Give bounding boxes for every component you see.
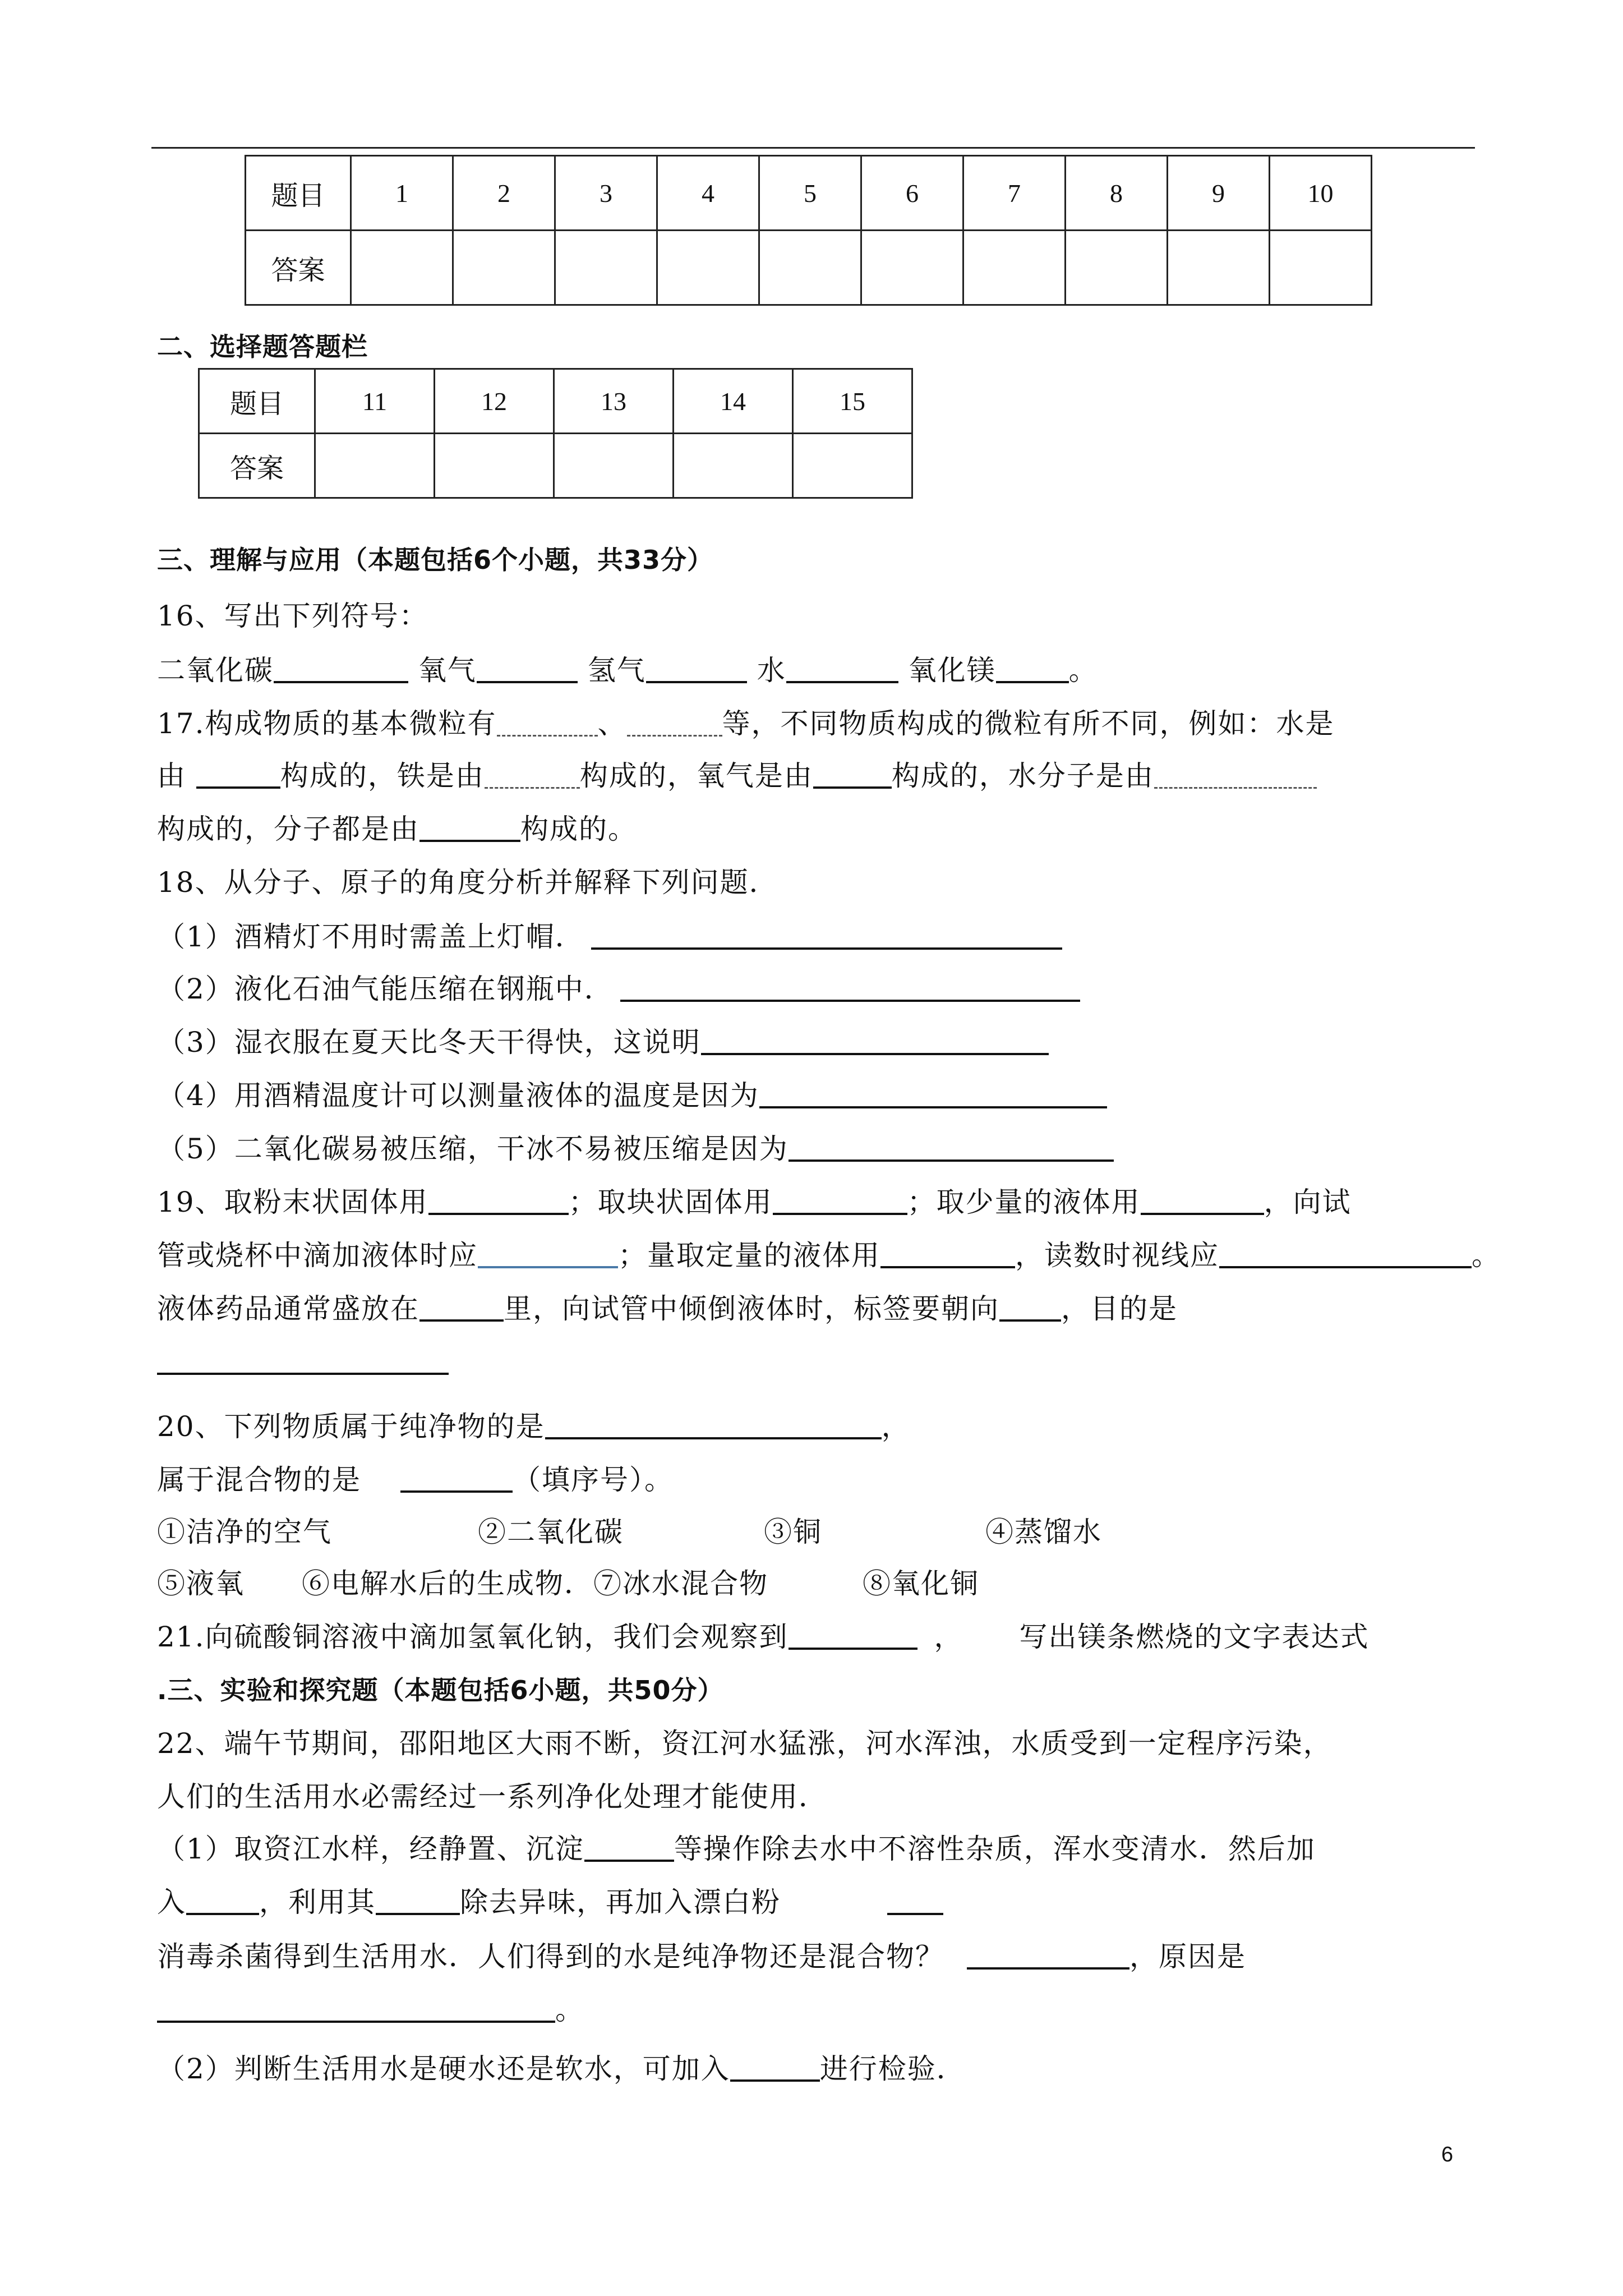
row-label-answer: 答案 bbox=[199, 434, 315, 498]
answer-blank[interactable] bbox=[1154, 762, 1317, 789]
answer-blank[interactable] bbox=[813, 762, 892, 789]
q22-text: 。 bbox=[555, 1994, 584, 2026]
answer-blank[interactable] bbox=[196, 762, 280, 789]
section-heading-3: 三、理解与应用（本题包括6个小题，共33分） bbox=[157, 545, 714, 575]
answer-table-1 bbox=[245, 155, 1372, 306]
answer-cell[interactable] bbox=[861, 231, 963, 305]
q16-item: 氧化镁 bbox=[908, 654, 996, 687]
answer-blank[interactable] bbox=[887, 1888, 943, 1915]
header-rule bbox=[151, 147, 1475, 149]
option-item: ⑧氧化铜 bbox=[863, 1567, 979, 1600]
answer-blank[interactable] bbox=[497, 710, 598, 737]
answer-table-2 bbox=[198, 368, 913, 499]
q16-stem: 16、写出下列符号： bbox=[157, 600, 428, 632]
question-number: 6 bbox=[861, 156, 963, 231]
question-number: 1 bbox=[351, 156, 453, 231]
answer-blank[interactable] bbox=[967, 1943, 1129, 1970]
answer-blank[interactable] bbox=[646, 656, 747, 683]
answer-blank[interactable] bbox=[400, 1466, 513, 1493]
q17-text: 构成的，铁是由 bbox=[280, 760, 485, 792]
q20-text: 20、下列物质属于纯净物的是 bbox=[157, 1410, 545, 1443]
answer-cell[interactable] bbox=[554, 434, 674, 498]
q16-item: 氧气 bbox=[418, 654, 477, 687]
q22-text: ，原因是 bbox=[1129, 1940, 1246, 1973]
q16-item: 二氧化碳 bbox=[157, 654, 274, 687]
q20-options-row-1 bbox=[157, 1513, 1464, 1550]
answer-blank[interactable] bbox=[996, 656, 1069, 683]
q19-text: ；取少量的液体用 bbox=[907, 1186, 1141, 1218]
q21-text: 写出镁条燃烧的文字表达式 bbox=[1019, 1621, 1370, 1653]
answer-cell[interactable] bbox=[1270, 231, 1372, 305]
answer-cell[interactable] bbox=[435, 434, 554, 498]
answer-cell[interactable] bbox=[555, 231, 657, 305]
answer-blank[interactable] bbox=[999, 1295, 1061, 1322]
q17-line-2 bbox=[157, 757, 1464, 794]
question-number: 4 bbox=[657, 156, 759, 231]
q22-text: 除去异味，再加入漂白粉 bbox=[460, 1886, 781, 1918]
q18-item-1 bbox=[157, 918, 1464, 955]
q20-line-1 bbox=[157, 1408, 1464, 1445]
q19-text: ，读数时视线应 bbox=[1015, 1239, 1219, 1272]
answer-blank[interactable] bbox=[419, 1295, 504, 1322]
answer-blank[interactable] bbox=[274, 656, 408, 683]
q20-text: 属于混合物的是 bbox=[157, 1464, 361, 1496]
answer-blank[interactable] bbox=[627, 710, 722, 737]
q17-text: 构成的。 bbox=[520, 813, 637, 845]
option-item: ②二氧化碳 bbox=[478, 1516, 624, 1548]
table-row bbox=[199, 434, 912, 498]
q18-stem: 18、从分子、原子的角度分析并解释下列问题． bbox=[157, 866, 778, 899]
q19-text: ，向试 bbox=[1264, 1186, 1352, 1218]
option-item: ④蒸馏水 bbox=[985, 1516, 1102, 1548]
q16-item: 氢气 bbox=[587, 654, 646, 687]
q19-line-2 bbox=[157, 1237, 1501, 1274]
answer-blank[interactable] bbox=[477, 656, 578, 683]
q19-text: ，目的是 bbox=[1061, 1292, 1178, 1325]
option-item: ⑤液氧 bbox=[157, 1567, 245, 1600]
q17-text: 构成的，水分子是由 bbox=[891, 760, 1154, 792]
answer-blank[interactable] bbox=[789, 1623, 917, 1650]
q20-line-2 bbox=[157, 1461, 1464, 1498]
q18-item-3 bbox=[157, 1024, 1464, 1061]
section-heading-4: .三、实验和探究题（本题包括6小题，共50分） bbox=[157, 1675, 724, 1705]
answer-blank[interactable] bbox=[478, 1241, 618, 1268]
answer-blank[interactable] bbox=[157, 1996, 555, 2023]
answer-cell[interactable] bbox=[657, 231, 759, 305]
q16-end: 。 bbox=[1068, 654, 1098, 687]
section-heading-2: 二、选择题答题栏 bbox=[157, 332, 368, 362]
q18-item-2 bbox=[157, 970, 1464, 1007]
q22-intro-1: 22、端午节期间，邵阳地区大雨不断，资江河水猛涨，河水浑浊，水质受到一定程序污染， bbox=[157, 1727, 1332, 1760]
q18-text: （4）用酒精温度计可以测量液体的温度是因为 bbox=[157, 1079, 759, 1112]
answer-blank[interactable] bbox=[701, 1028, 1049, 1055]
q19-text: ；量取定量的液体用 bbox=[618, 1239, 880, 1272]
q19-text: 里，向试管中倾倒液体时，标签要朝向 bbox=[504, 1292, 999, 1325]
answer-cell[interactable] bbox=[793, 434, 912, 498]
q22-intro-2: 人们的生活用水必需经过一系列净化处理才能使用． bbox=[157, 1780, 828, 1813]
question-number: 9 bbox=[1168, 156, 1270, 231]
q17-line-3 bbox=[157, 811, 1464, 848]
answer-blank[interactable] bbox=[773, 1188, 907, 1215]
answer-cell[interactable] bbox=[1168, 231, 1270, 305]
answer-cell[interactable] bbox=[315, 434, 435, 498]
q19-text: 管或烧杯中滴加液体时应 bbox=[157, 1239, 478, 1272]
table-row bbox=[199, 369, 912, 434]
table-row bbox=[246, 156, 1372, 231]
question-number: 5 bbox=[759, 156, 861, 231]
answer-blank[interactable] bbox=[786, 656, 898, 683]
q22-part1-line-1 bbox=[157, 1830, 1464, 1867]
answer-cell[interactable] bbox=[759, 231, 861, 305]
answer-blank[interactable] bbox=[789, 1135, 1114, 1162]
answer-blank[interactable] bbox=[1141, 1188, 1264, 1215]
q19-line-1 bbox=[157, 1184, 1464, 1221]
question-number: 7 bbox=[963, 156, 1066, 231]
q20-options-row-2 bbox=[157, 1565, 1464, 1602]
answer-blank[interactable] bbox=[376, 1888, 460, 1915]
table-row bbox=[246, 231, 1372, 305]
q22-part1-line-2 bbox=[157, 1884, 1464, 1921]
q16-blanks bbox=[157, 652, 1464, 689]
q22-text: 入 bbox=[157, 1886, 186, 1918]
question-number: 8 bbox=[1066, 156, 1168, 231]
q22-text: 进行检验． bbox=[819, 2053, 966, 2085]
q17-line-1 bbox=[157, 705, 1464, 742]
q18-text: （3）湿衣服在夏天比冬天干得快，这说明 bbox=[157, 1026, 701, 1059]
option-item: ①洁净的空气 bbox=[157, 1516, 332, 1548]
answer-cell[interactable] bbox=[1066, 231, 1168, 305]
question-number: 2 bbox=[453, 156, 555, 231]
q22-part1-line-3 bbox=[157, 1938, 1464, 1975]
answer-blank[interactable] bbox=[759, 1082, 1107, 1108]
q18-item-5 bbox=[157, 1130, 1464, 1167]
q19-text: ；取块状固体用 bbox=[568, 1186, 773, 1218]
q17-text: 等，不同物质构成的微粒有所不同，例如：水是 bbox=[722, 707, 1335, 740]
q19-line-4 bbox=[157, 1343, 1464, 1381]
q17-text: 、 bbox=[597, 707, 627, 740]
answer-cell[interactable] bbox=[351, 231, 453, 305]
q19-line-3 bbox=[157, 1290, 1464, 1327]
q21-text: 21.向硫酸铜溶液中滴加氢氧化钠，我们会观察到 bbox=[157, 1621, 789, 1653]
q22-part1-line-4 bbox=[157, 1991, 1464, 2028]
question-number: 13 bbox=[554, 369, 674, 434]
q22-text: ，利用其 bbox=[259, 1886, 376, 1918]
q16-item: 水 bbox=[757, 654, 786, 687]
answer-blank[interactable] bbox=[186, 1888, 259, 1915]
answer-cell[interactable] bbox=[453, 231, 555, 305]
q20-text: ， bbox=[881, 1410, 911, 1443]
answer-blank[interactable] bbox=[419, 815, 520, 842]
row-label-answer: 答案 bbox=[246, 231, 351, 305]
q21-line bbox=[157, 1618, 1464, 1655]
answer-blank[interactable] bbox=[428, 1188, 569, 1215]
answer-blank[interactable] bbox=[545, 1412, 882, 1439]
q18-text: （5）二氧化碳易被压缩，干冰不易被压缩是因为 bbox=[157, 1133, 789, 1165]
answer-cell[interactable] bbox=[674, 434, 793, 498]
q17-text: 构成的，氧气是由 bbox=[579, 760, 813, 792]
option-item: ⑥电解水后的生成物．⑦冰水混合物 bbox=[302, 1567, 768, 1600]
question-number: 14 bbox=[674, 369, 793, 434]
question-number: 10 bbox=[1270, 156, 1372, 231]
answer-blank[interactable] bbox=[584, 1835, 674, 1862]
answer-blank[interactable] bbox=[880, 1241, 1015, 1268]
q22-part2-line bbox=[157, 2050, 1464, 2087]
question-number: 15 bbox=[793, 369, 912, 434]
question-number: 11 bbox=[315, 369, 435, 434]
answer-blank[interactable] bbox=[591, 923, 1062, 950]
q17-text: 由 bbox=[157, 760, 186, 792]
q19-text: 。 bbox=[1472, 1239, 1501, 1272]
page-number: 6 bbox=[1441, 2143, 1454, 2166]
q22-text: 等操作除去水中不溶性杂质，浑水变清水．然后加 bbox=[674, 1833, 1316, 1865]
q22-text: （1）取资江水样，经静置、沉淀 bbox=[157, 1833, 584, 1865]
q17-text: 构成的，分子都是由 bbox=[157, 813, 419, 845]
q17-text: 17.构成物质的基本微粒有 bbox=[157, 707, 497, 740]
q21-text: ， bbox=[934, 1621, 963, 1653]
answer-blank[interactable] bbox=[1219, 1241, 1472, 1268]
row-label-question: 题目 bbox=[199, 369, 315, 434]
q22-text: （2）判断生活用水是硬水还是软水，可加入 bbox=[157, 2053, 730, 2085]
q18-item-4 bbox=[157, 1077, 1464, 1114]
answer-cell[interactable] bbox=[963, 231, 1066, 305]
question-number: 12 bbox=[435, 369, 554, 434]
question-number: 3 bbox=[555, 156, 657, 231]
q19-text: 19、取粉末状固体用 bbox=[157, 1186, 428, 1218]
answer-blank[interactable] bbox=[730, 2055, 820, 2082]
q22-text: 消毒杀菌得到生活用水．人们得到的水是纯净物还是混合物？ bbox=[157, 1940, 944, 1973]
answer-blank[interactable] bbox=[620, 975, 1080, 1002]
q20-text: （填序号）。 bbox=[513, 1464, 674, 1496]
option-item: ③铜 bbox=[764, 1516, 822, 1548]
q18-text: （1）酒精灯不用时需盖上灯帽． bbox=[157, 921, 584, 953]
q18-text: （2）液化石油气能压缩在钢瓶中． bbox=[157, 973, 614, 1005]
row-label-question: 题目 bbox=[246, 156, 351, 231]
answer-blank[interactable] bbox=[157, 1348, 449, 1375]
q19-text: 液体药品通常盛放在 bbox=[157, 1292, 419, 1325]
answer-blank[interactable] bbox=[485, 762, 580, 789]
